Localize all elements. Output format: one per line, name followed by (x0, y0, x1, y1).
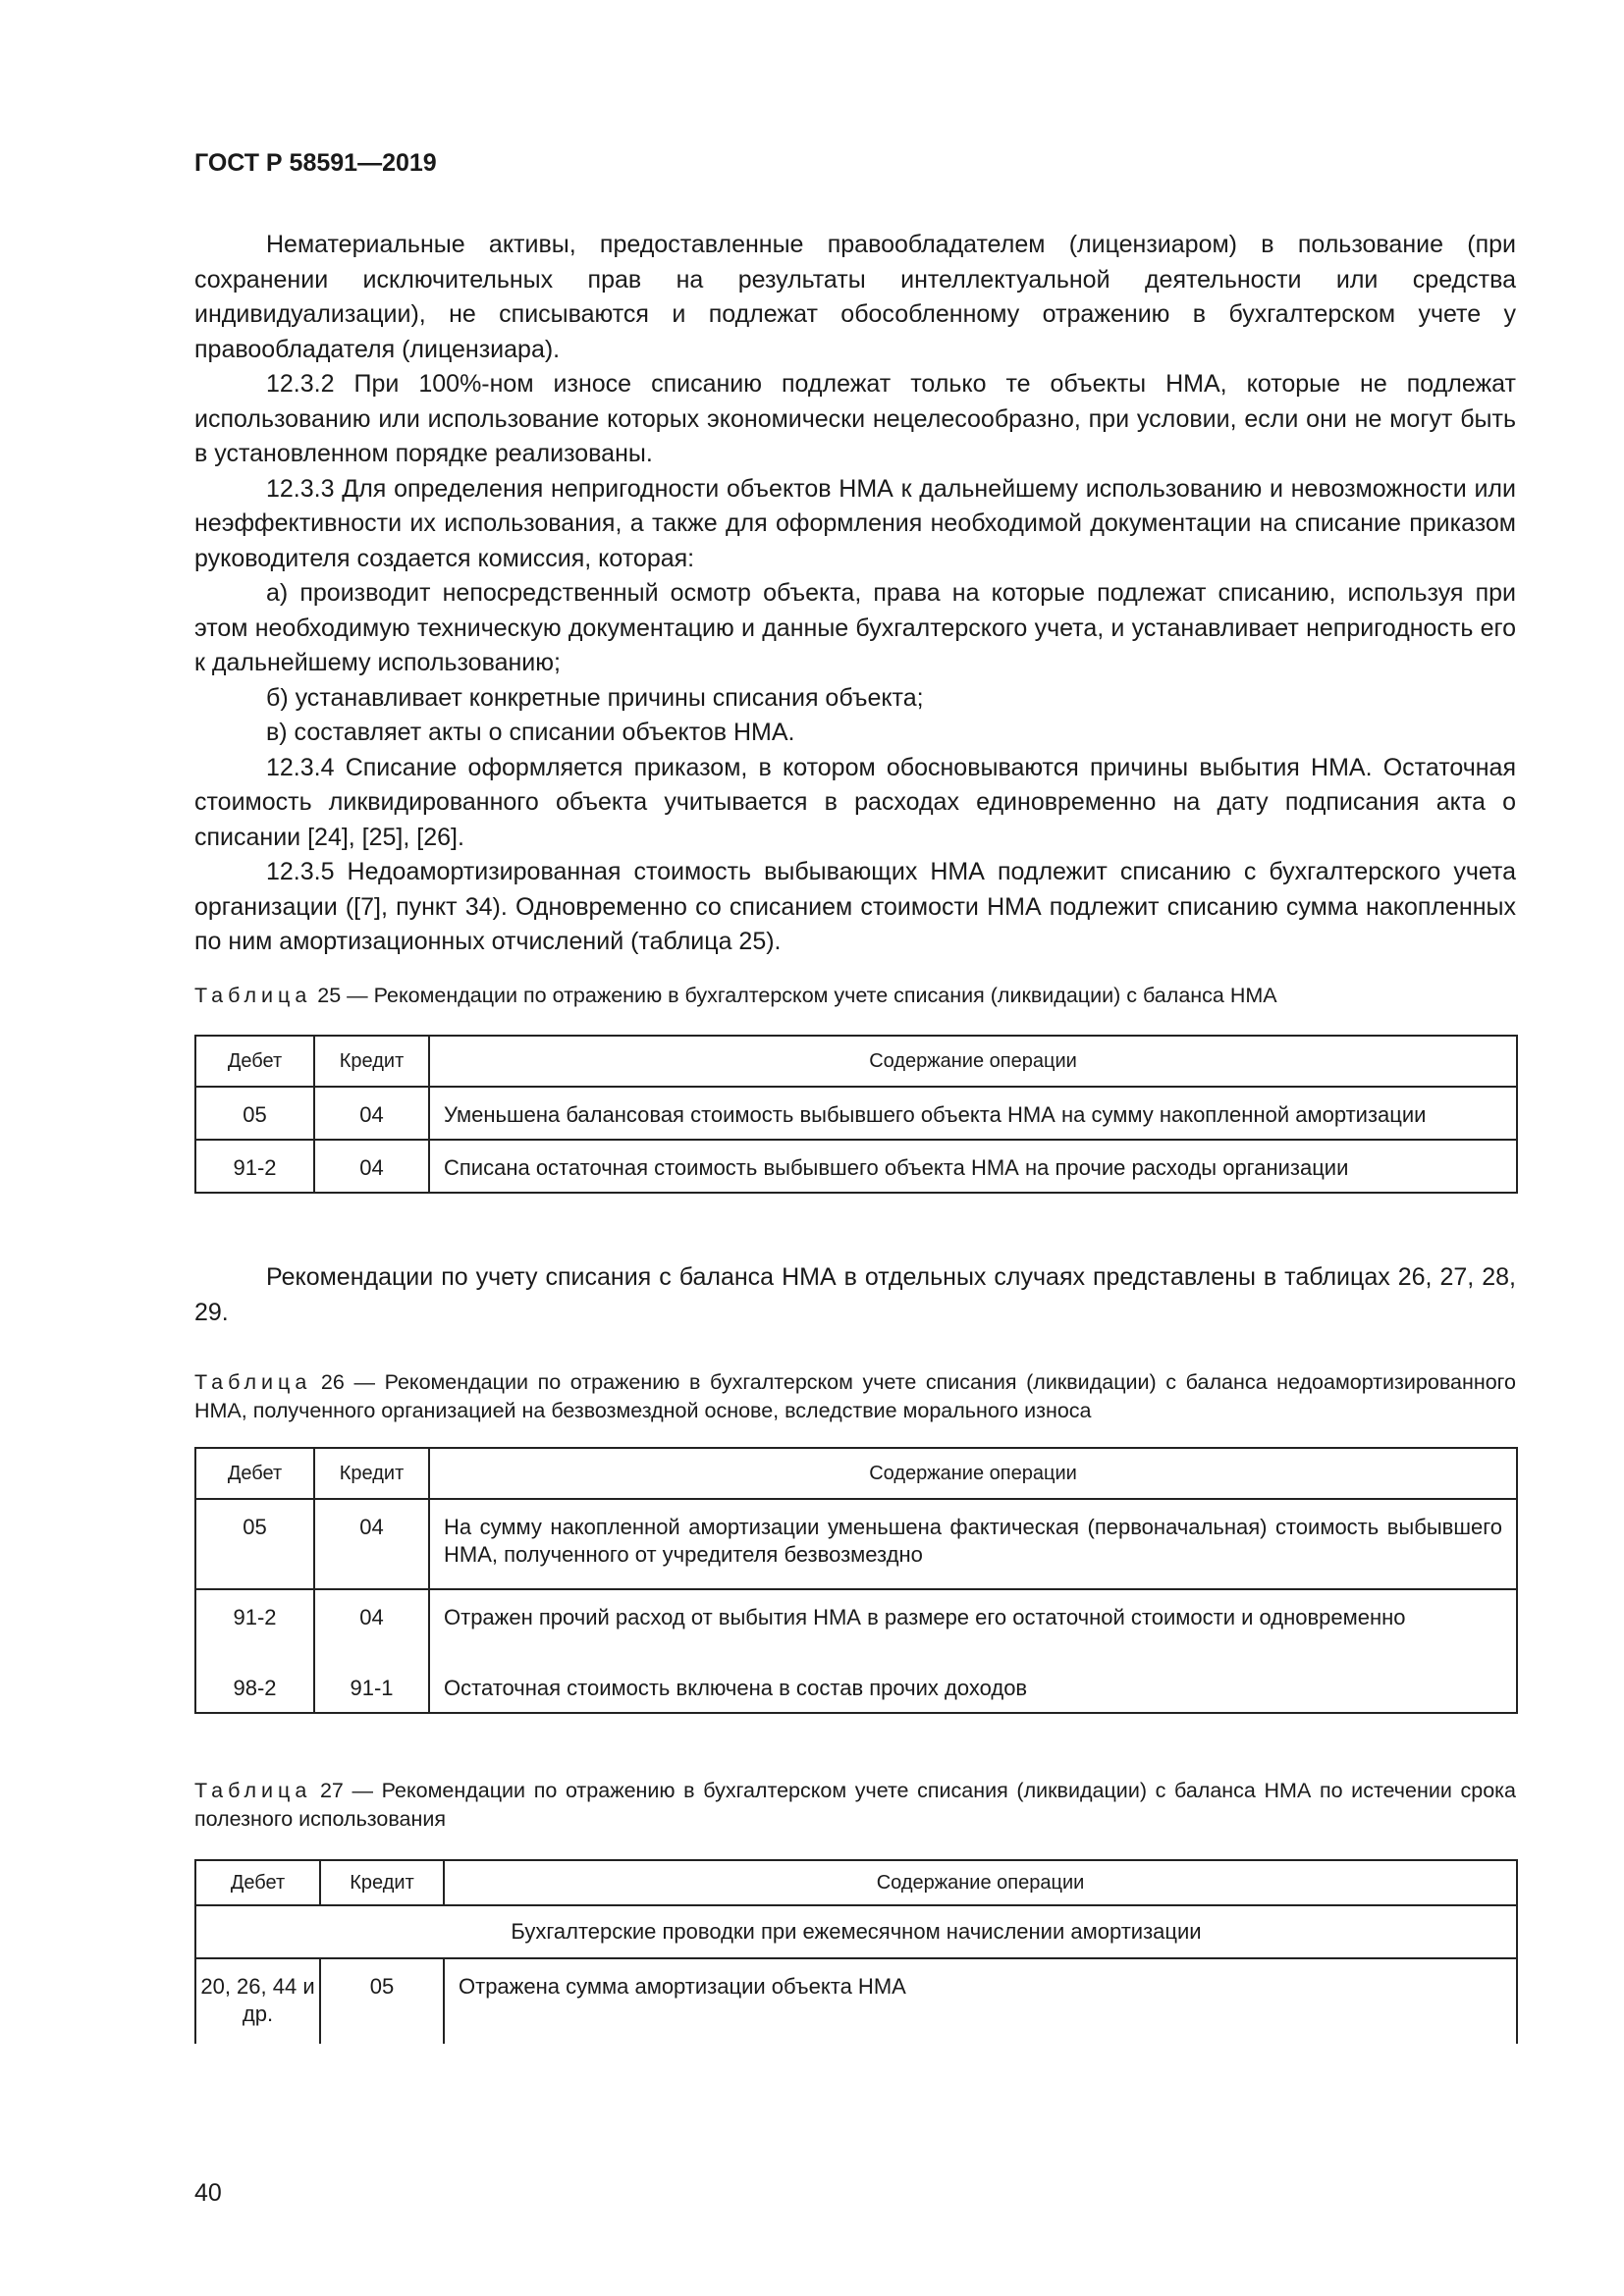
cell-content: Списана остаточная стоимость выбывшего объекта НМА на прочие расходы организации (429, 1140, 1517, 1193)
table-row (195, 1589, 1517, 1675)
table-caption-lead: Таблица (194, 1779, 312, 1802)
table-caption-lead: Таблица (194, 984, 312, 1007)
page-header-title: ГОСТ Р 58591—2019 (194, 149, 437, 177)
header-debit: Дебет (195, 1036, 314, 1087)
cell-debit: 91-2 (195, 1140, 314, 1193)
paragraph: б) устанавливает конкретные причины списания объекта; (266, 683, 924, 712)
table-27 (194, 1859, 1518, 2044)
paragraph: Нематериальные активы, предоставленные правообладателем (лицензиаром) в пользование (при сохранении исключительных прав на результаты интеллектуальной деятельности или средства индивидуализации), не списываются и подлежат обособленному отражению в бухгалтерском учете у правообладателя (лицензиара). (194, 231, 1516, 363)
body-text-block (194, 1260, 1516, 1330)
header-credit: Кредит (320, 1860, 444, 1905)
cell-debit: 05 (195, 1087, 314, 1140)
table-caption-text: 25 — Рекомендации по отражению в бухгалтерском учете списания (ликвидации) с баланса НМА (311, 984, 1277, 1007)
paragraph: 12.3.4 Списание оформляется приказом, в котором обосновываются причины выбытия НМА. Остаточная стоимость ликвидированного объекта учитывается в расходах единовременно на дату подписания акта о списании [24], [25], [26]. (194, 753, 1516, 851)
cell-content: Отражена сумма амортизации объекта НМА (444, 1958, 1517, 2044)
table-row (195, 1140, 1517, 1193)
cell-credit: 05 (320, 1958, 444, 2044)
table-caption-lead: Таблица (194, 1370, 312, 1394)
header-content: Содержание операции (429, 1036, 1517, 1087)
header-debit: Дебет (195, 1860, 320, 1905)
table-row (195, 1499, 1517, 1589)
header-credit: Кредит (314, 1448, 429, 1499)
header-debit: Дебет (195, 1448, 314, 1499)
paragraph: 12.3.5 Недоамортизированная стоимость выбывающих НМА подлежит списанию с бухгалтерского учета организации ([7], пункт 34). Одновременно со списанием стоимости НМА подлежит списанию сумма накопленных по ним амортизационных отчислений (таблица 25). (194, 858, 1516, 955)
paragraph: 12.3.3 Для определения непригодности объектов НМА к дальнейшему использованию и невозможности или неэффективности их использования, а также для оформления необходимой документации на списание приказом руководителя создается комиссия, которая: (194, 474, 1516, 572)
table-header-row (195, 1860, 1517, 1905)
paragraph: 12.3.2 При 100%-ном износе списанию подлежат только те объекты НМА, которые не подлежат использованию или использование которых экономически нецелесообразно, при условии, если они не могут быть в установленном порядке реализованы. (194, 370, 1516, 467)
cell-credit: 04 (314, 1499, 429, 1589)
table-caption-text: 26 — Рекомендации по отражению в бухгалтерском учете списания (ликвидации) с баланса недоамортизированного НМА, полученного организацией на безвозмездной основе, вследствие морального износа (194, 1370, 1516, 1422)
cell-credit: 91-1 (314, 1675, 429, 1713)
cell-debit: 20, 26, 44 и др. (195, 1958, 320, 2044)
table-26-caption (194, 1368, 1516, 1425)
cell-debit: 05 (195, 1499, 314, 1589)
body-text-block (194, 228, 1516, 960)
cell-debit: 98-2 (195, 1675, 314, 1713)
table-27-caption (194, 1777, 1516, 1834)
table-row (195, 1958, 1517, 2044)
table-header-row (195, 1448, 1517, 1499)
table-caption-text: 27 — Рекомендации по отражению в бухгалтерском учете списания (ликвидации) с баланса НМА по истечении срока полезного использования (194, 1779, 1516, 1831)
header-credit: Кредит (314, 1036, 429, 1087)
paragraph: а) производит непосредственный осмотр объекта, права на которые подлежат списанию, используя при этом необходимую техническую документацию и данные бухгалтерского учета, и устанавливает непригодность его к дальнейшему использованию; (194, 579, 1516, 676)
table-26 (194, 1447, 1518, 1714)
header-content: Содержание операции (444, 1860, 1517, 1905)
cell-content: Остаточная стоимость включена в состав прочих доходов (429, 1675, 1517, 1713)
table-row (195, 1087, 1517, 1140)
cell-credit: 04 (314, 1140, 429, 1193)
header-content: Содержание операции (429, 1448, 1517, 1499)
table-row (195, 1675, 1517, 1713)
cell-credit: 04 (314, 1589, 429, 1675)
table-section-heading: Бухгалтерские проводки при ежемесячном начислении амортизации (195, 1905, 1517, 1958)
page-number: 40 (194, 2179, 222, 2207)
table-section-row (195, 1905, 1517, 1958)
cell-content: Отражен прочий расход от выбытия НМА в размере его остаточной стоимости и одновременно (429, 1589, 1517, 1675)
cell-debit: 91-2 (195, 1589, 314, 1675)
table-header-row (195, 1036, 1517, 1087)
cell-content: На сумму накопленной амортизации уменьшена фактическая (первоначальная) стоимость выбывшего НМА, полученного от учредителя безвозмездно (429, 1499, 1517, 1589)
table-25-caption (194, 982, 1516, 1010)
cell-credit: 04 (314, 1087, 429, 1140)
cell-content: Уменьшена балансовая стоимость выбывшего объекта НМА на сумму накопленной амортизации (429, 1087, 1517, 1140)
paragraph: в) составляет акты о списании объектов НМА. (266, 719, 795, 746)
table-25 (194, 1035, 1518, 1194)
paragraph: Рекомендации по учету списания с баланса НМА в отдельных случаях представлены в таблицах 26, 27, 28, 29. (194, 1263, 1516, 1326)
